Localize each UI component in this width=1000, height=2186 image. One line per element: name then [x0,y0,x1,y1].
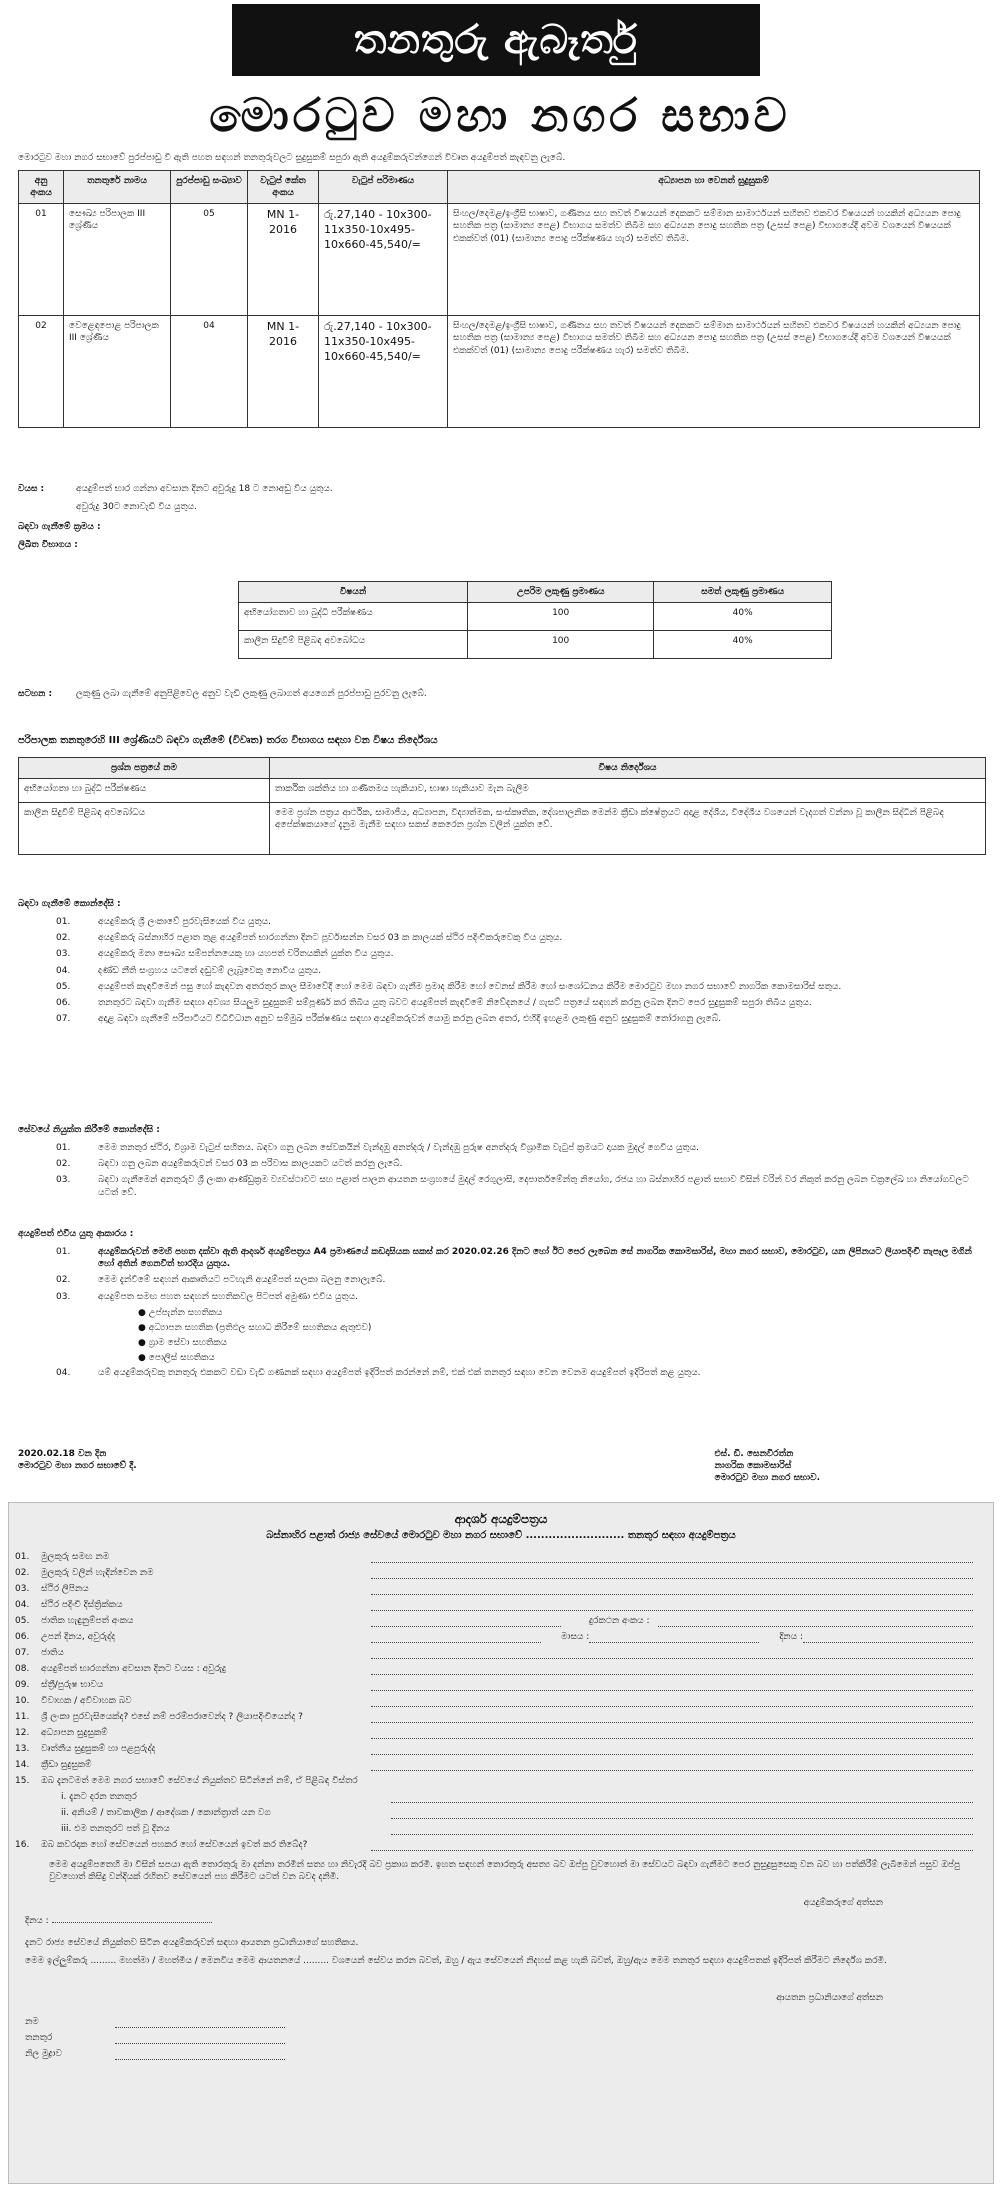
service-title: සේවයේ නියුක්ත කිරීමේ කොන්දේසි : [18,1125,160,1135]
certificate-list [18,1307,980,1365]
col-no: අනු අංකය [19,171,64,204]
form-field[interactable]: 13. වෘත්තීය සුදුසුකම් හා පළපුරුද්ද [9,1741,993,1755]
signoff-place: මොරටුව මහා නගර සභාවේ දී. [18,1461,137,1472]
cell-code: MN 1-2016 [248,204,319,316]
col-qualifications: අධ්‍යාපන හා වෙනත් සුදුසුකම් [448,171,980,204]
form-subfield[interactable]: ii. අනියම් / තාවකාලික / ආදේශක / කොන්ත්‍රාත් යන වග [9,1805,993,1819]
list-item: 06. තනතුරට බඳවා ගැනීම සඳහා අවශ්‍ය සියලුම සුදුසුකම් සම්පූර්ණ කර තිබිය යුතු බවට අයදුම්පත් කැඳවීමේ නිවේදනයේ / ගැසට් පත්‍රයේ සඳහන් කරනු ලබන දිනට පෙර සුදුසුකම් සපුරා තිබිය යුතුය. [56,997,812,1008]
certificate-text: මෙම ඉල්ලුම්කරු ......... මහත්මා / මහත්මිය / මෙනවිය මෙම ආයතනයේ ......... වශයෙන් සේවය කරන බවත්, ඔහු / ඇය සේවයෙන් නිදහස් කළ හැකි බවත්, ඔහු/ඇය මෙම තනතුර සඳහා අයදුම්පතක් ඉදිරිපත් කිරීමට නිර්දේශ කරමි. [25,1956,887,1967]
col-scale: වැටුප් පරිමාණය [319,171,448,204]
form-field[interactable]: 02. මුලකුරු වලින් හැඳින්වෙන නම [9,1565,993,1579]
head-signature: ආයතන ප්‍රධානියාගේ අත්සන [776,1992,883,2003]
list-item: ● අධ්‍යාපන සහතික (ප්‍රතිඵල සහාධ කිරීමේ සහතිකය ඇතුළුව) [138,1322,372,1333]
form-field[interactable]: 08. අයදුම්පත් භාරගන්නා අවසාන දිනට වයස : අවුරුදු [9,1661,993,1675]
syllabus-col-content: විෂය නිර්දේශය [270,758,986,779]
age-line-1: අයදුම්පත් භාර ගන්නා අවසාන දිනට අවුරුදු 18 ට නොඅඩු විය යුතුය. [76,484,333,494]
list-item: 03. අයදුම්පත සමඟ පහත සඳහන් සහතිකවල පිටපත් අමුණා එවිය යුතුය. [56,1291,358,1302]
cell-content: තාර්කික ශක්තිය හා ගණිතමය හැකියාව, භාෂා හැකියාව මැන බැලීම [270,779,986,803]
list-item: 01. මෙම තනතුර ස්ථිර, විශ්‍රාම වැටුප් සහිතය. බඳවා ගනු ලබන සේවකයින් වැන්දඹු අනත්දරු / වැන්දඹු පුරුෂ අනත්දරු විශ්‍රාමික වැටුප් ක්‍රමයට දායක මුදල් ගෙවිය යුතුය. [56,1143,699,1154]
cell-post: වෙළෙඳපොළ පරිපාලක III ශ්‍රේණිය [64,316,171,428]
exam-col-subject: විෂයන් [239,582,468,603]
cell-pass: 40% [654,631,832,659]
footer-fields [9,2014,993,2060]
cell-post: සෞඛ්‍ය පරිපාලක III ශ්‍රේණිය [64,204,171,316]
exam-table [238,581,832,659]
form-subtitle: බස්නාහිර පළාත් රාජ්‍ය සේවයේ මොරටුව මහා නගර සභාවේ .......................... තනතුර සඳහා අයදුම්පත්‍රය [266,1530,736,1542]
exam-col-max: උපරිම ලකුණු ප්‍රමාණය [468,582,654,603]
table-row [19,316,980,428]
vacancies-table [18,170,980,428]
form-field[interactable]: 16. ඔබ කවරදාක හෝ සේවයෙන් පහකර හෝ සේවයෙන් ඉවත් කර තිබේද? [9,1837,993,1851]
conditions-section [18,898,980,1029]
written-exam-label: ලිඛිත විභාගය : [18,540,78,551]
form-field[interactable]: 10. විවාහක / අවිවාහක බව [9,1693,993,1707]
cell-code: MN 1-2016 [248,316,319,428]
cell-paper: අභියෝගතා හා බුද්ධි පරීක්ෂණය [19,779,270,803]
list-item: ● ග්‍රාම සේවා සහතිකය [138,1337,227,1348]
cell-qualifications: සිංහල/දෙමළ/ඉංග්‍රීසි භාෂාව, ගණිතය සහ තවත් විෂයයන් දෙකකට සම්මාන සාමාර්ථයන් සහිතව එකවර විෂයයන් හයකින් අධ්‍යයන පොදු සහතික පත්‍ර (සාමාන්‍ය පෙළ) විභාගය සමත්ව තිබීම සහ අධ්‍යයන පොදු සහතික පත්‍ර (උසස් පෙළ) විභාගයේදී අවම වශයෙන් විෂයයක් එකක්වත් (01) (සාමාන්‍ය පොදු පරීක්ෂණය හැර) සමත්ව තිබීම. [448,204,980,316]
note-text: ලකුණු ලබා ගැනීමේ අනුපිළිවෙල අනුව වැඩි ලකුණු ලබාගත් අයගෙන් පුරප්පාඩු පුරවනු ලැබේ. [76,689,427,699]
list-item: 02. අයදුම්කරු බස්නාහිර පළාත තුළ අයදුම්පත් භාරගන්නා දිනට පූර්වාසන්න වසර 03 ක කාලයක් ස්ථිර පදිංචිකරුවෙකු විය යුතුය. [56,933,563,944]
list-item: 01. අයදුම්කරුවන් මෙහි පහත දක්වා ඇති ආදර්ශ අයදුම්පත්‍රය A4 ප්‍රමාණයේ කඩදාසියක සකස් කර 2020.02.26 දිනට හෝ ඊට පෙර ලැබෙන සේ නාගරික කොමසාරිස්, මහා නගර සභාව, මොරටුව, යන ලිපිනයට ලියාපදිංචි තැපෑල මගින් හෝ අතින් ගෙනවිත් භාරදිය යුතුය. [56,1247,972,1270]
age-label: වයස : [18,484,45,494]
vacancies-banner: තනතුරු ඇබෑර්තු [232,4,760,76]
table-row [19,779,986,803]
declaration-text: මෙම අයදුම්පතෙහි මා විසින් සපයා ඇති තොරතුරු මා දන්නා තරමින් සත්‍ය හා නිවැරදි බව ප්‍රකාශ කරමි. ඉහත සඳහන් තොරතුරු අසත්‍ය බව ඔප්පු වුවහොත් මා සේවයට බඳවා ගැනීමට පෙර නුසුදුසුසෙකු වන බව හා පත්කිරීම් ලැබීමෙන් පසුව ඔප්පු වුවහොත් කිසිදු වන්දියක් රහිතව සේවයෙන් පහ කිරීමට යටත් වන බවද දනිමි. [49,1859,961,1882]
list-item: ● පොලිස් සහතිකය [138,1353,215,1364]
list-item: ● උප්පැන්න සහතිකය [138,1307,223,1318]
note-label: සටහන : [18,689,53,699]
note-section [18,688,980,700]
form-field[interactable]: 11. ශ්‍රී ලංකා පුරවැසියෙක්ද? එසේ නම් පරම්පරාවෙන්ද ? ලියාපදිංචියෙන්ද ? [9,1709,993,1723]
table-row [239,631,832,659]
form-field[interactable]: 06. උපන් දිනය, අවුරුද්ද මාසය : දිනය : [9,1629,993,1643]
cell-pass: 40% [654,603,832,631]
signoff-name: එස්. ඩී. සෙනවිරත්න [714,1449,794,1459]
list-item: 04. යම් අයදුම්කරුවකු තනතුරු එකකට වඩා වැඩි ගණනක් සඳහා අයදුම්පත් ඉදිරිපත් කරන්නේ නම්, එක් එක් තනතුර සඳහා වෙන වෙනම අයදුම්පත් ඉදිරිපත් කළ යුතුය. [56,1368,701,1379]
signoff-title: නාගරික කොමසාරිස් [714,1461,792,1472]
form-field[interactable]: 15. ඔබ දැනටමත් මෙම නගර සභාවේ සේවයේ නියුක්තව සිටින්නේ නම්, ඒ පිළිබඳ විස්තර [15,1775,358,1786]
list-item: 07. අදාළ බඳවා ගැනීමේ පරිපාටියට විධිවිධාන අනුව සම්මුඛ පරීක්ෂණය සඳහා අයදුම්කරුවන් යොමු කරනු ලබන අතර, එහිදී ඉහළම ලකුණු අනුව සුදුසුකම් තෝරාගනු ලැබේ. [56,1013,722,1024]
list-item: 03. බඳවා ගැනීමෙන් අනතුරුව ශ්‍රී ලංකා ආණ්ඩුක්‍රම ව්‍යවස්ථාවට සහ පළාත් පාලන ආයතන සංග්‍රහයේ මුදල් රෙගුලාසි, දෙපාර්තමේන්තු නියෝග, රජය හා බස්නාහිර පළාත් සභාව විසින් වරින් වර නිකුත් කරනු ලබන චක්‍රලේඛ හා නියෝගවලට යටත් වේ. [56,1175,969,1198]
form-field[interactable]: තනතුර [25,2030,993,2044]
form-field[interactable]: නම [25,2014,993,2028]
exam-col-pass: සමත් ලකුණු ප්‍රමාණය [654,582,832,603]
form-title: ආදර්ශ අයදුම්පත්‍රය [454,1512,548,1526]
cell-count: 05 [171,204,248,316]
service-section [18,1124,980,1203]
form-field[interactable]: 03. ස්ථිර ලිපිනය [9,1581,993,1595]
col-code: වැටුප් කේත අංකය [248,171,319,204]
col-post: තනතුරේ නාමය [64,171,171,204]
cell-no: 02 [19,316,64,428]
cell-subject: කාලීන සිදුවීම් පිළිබඳ අවබෝධය [239,631,468,659]
conditions-title: බඳවා ගැනීමේ කොන්දේසි : [18,899,121,909]
table-row [19,803,986,855]
apply-title: අයදුම්පත් එවිය යුතු ආකාරය : [18,1229,134,1239]
form-field[interactable]: නිල මුද්‍රාව [25,2046,993,2060]
syllabus-table [18,757,986,855]
form-field[interactable]: 07. ජාතිය [9,1645,993,1659]
form-subfield[interactable]: i. දැනට දරන තනතුර [9,1789,993,1803]
list-item: 03. අයදුම්කරු මනා සෞඛ්‍ය සම්පන්නයෙකු හා යහපත් චරිතයකින් යුක්ත විය යුතුය. [56,949,394,960]
cell-subject: අභියෝගතාව හා බුද්ධි පරීක්ෂණය [239,603,468,631]
form-field[interactable]: 14. ක්‍රීඩා සුදුසුකම් [9,1757,993,1771]
col-count: පුරප්පාඩු සංඛ්‍යාව [171,171,248,204]
cell-count: 04 [171,316,248,428]
form-field[interactable]: 09. ස්ත්‍රී/පුරුෂ භාවය [9,1677,993,1691]
cell-max: 100 [468,631,654,659]
list-item: 01. අයදුම්කරු ශ්‍රී ලංකාවේ පුරවැසියෙක් විය යුතුය. [56,917,272,928]
cell-no: 01 [19,204,64,316]
date-field[interactable]: දිනය : [9,1915,993,1927]
signoff-org: මොරටුව මහා නගර සභාව. [714,1473,820,1484]
age-line-2: අවුරුදු 30ට නොවැඩි විය යුතුය. [76,502,198,513]
cell-paper: කාලීන සිදුවීම් පිළිබඳ අවබෝධය [19,803,270,855]
table-row [239,603,832,631]
cell-scale: රු.27,140 - 10x300-11x350-10x495-10x660-45,540/= [319,316,448,428]
applicant-signature: අයදුම්කරුගේ අත්සන [803,1897,883,1908]
model-application-form [8,1502,994,2184]
form-subfield[interactable]: iii. එම තනතුරට පත් වූ දිනය [9,1821,993,1835]
table-row [19,204,980,316]
syllabus-col-paper: ප්‍රශ්න පත්‍රයේ නම [19,758,270,779]
certificate-intro: දැනට රාජ්‍ය සේවයේ නියුක්තව සිටින අයදුම්කරුවන් සඳහා ආයතන ප්‍රධානියාගේ සහතිකය. [25,1938,359,1949]
signoff-date: 2020.02.18 වන දින [18,1449,107,1459]
form-field[interactable]: 01. මුලකුරු සමඟ නම [9,1549,993,1563]
cell-max: 100 [468,603,654,631]
list-item: 05. අයදුම්පත් කැඳවීමෙන් පසු හෝ කැඳවන අතරතුර කාල සීමාවේදී හෝ මෙම බඳවා ගැනීම ප්‍රමාද කිරීම හෝ වෙනස් කිරීම හෝ සංශෝධනය කිරීම මොරටුව මහා නගර සභාවේ නාගරික කොමසාරිස් සතුය. [56,981,842,992]
list-item: 02. බඳවා ගනු ලබන අයදුම්කරුවන් වසර 03 ක පරිවාස කාලයකට යටත් කරනු ලැබේ. [56,1159,403,1170]
council-name: මොරටුව මහා නගර සභාව [209,88,791,142]
apply-section [18,1228,980,1383]
list-item: 02. මෙම දැන්වීමේ සඳහන් ආකෘතියට පටහැනි අයදුම්පත් සලකා බලනු නොලැබේ. [56,1275,386,1286]
syllabus-title: පරිපාලක තනතුරෙහි III ශ්‍රේණියට බඳවා ගැනීමේ (විවෘත) තරග විභාගය සඳහා වන විෂය නිර්දේශය [18,735,438,746]
cell-content: මෙම ප්‍රශ්න පත්‍රය ආර්ථික, සාමාජීය, අධ්‍යාපන, විද්‍යාත්මක, සංස්කෘතික, දේශපාලනික මෙන්ම ක්‍රීඩා ක්ෂේත්‍රයට අදාළ දේශීය, විදේශීය වශයෙන් වැදගත් වන්නා වූ කාලීන සිද්ධීන් පිළිබඳ අපේක්ෂකයාගේ දැනුම මැනීම සඳහා සකස් කෙරෙන ප්‍රශ්න වලින් යුක්ත වේ. [270,803,986,855]
age-section [18,483,980,552]
form-field[interactable]: 04. ස්ථිර පදිංචි දිස්ත්‍රික්කය [9,1597,993,1611]
method-label: බඳවා ගැනීමේ ක්‍රමය : [18,522,101,533]
intro-text: මොරටුව මහා නගර සභාවේ පුරප්පාඩු වී ඇති පහත සඳහන් තනතුරුවලට සුදුසුකම් සපුරා ඇති අයදුම්කරුවන්ගෙන් විවෘත අයදුම්පත් කැඳවනු ලැබේ. [18,153,566,163]
cell-scale: රු.27,140 - 10x300-11x350-10x495-10x660-45,540/= [319,204,448,316]
signoff [18,1448,980,1484]
form-field[interactable]: 05. ජාතික හැඳුනුම්පත් අංකය දුරකථන අංකය : [9,1613,993,1627]
form-field[interactable]: 12. අධ්‍යාපන සුදුසුකම් [9,1725,993,1739]
cell-qualifications: සිංහල/දෙමළ/ඉංග්‍රීසි භාෂාව, ගණිතය සහ තවත් විෂයයන් දෙකකට සම්මාන සාමාර්ථයන් සහිතව එකවර විෂයයන් හයකින් අධ්‍යයන පොදු සහතික පත්‍ර (සාමාන්‍ය පෙළ) විභාගය සමත්ව තිබීම සහ අධ්‍යයන පොදු සහතික පත්‍ර (උසස් පෙළ) විභාගයේදී අවම වශයෙන් විෂයයක් එකක්වත් (01) (සාමාන්‍ය පොදු පරීක්ෂණය හැර) සමත්ව තිබීම. [448,316,980,428]
list-item: 04. දණ්ඩ නීති සංග්‍රහය යටතේ දඬුවම් ලැබූවෙකු නොවිය යුතුය. [56,965,322,976]
